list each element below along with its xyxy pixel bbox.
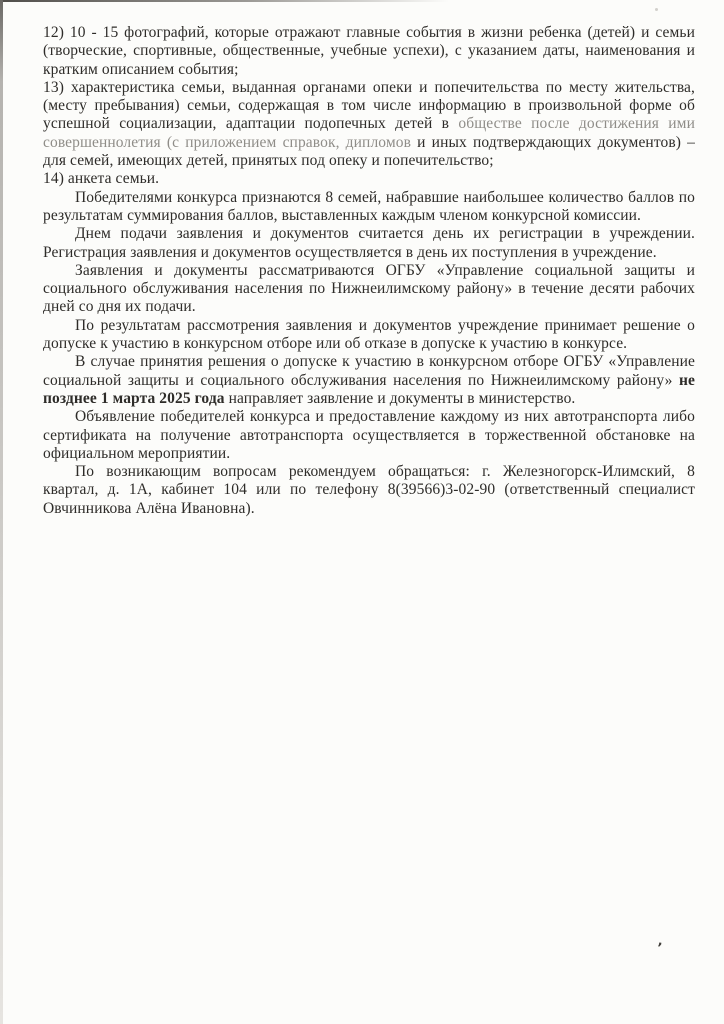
text-segment: По возникающим вопросам рекомендуем обращаться: г. Железногорск-Илимский, 8 квартал, д. 1А, кабинет 104 или по телефону 8(39566)3-02-90 (ответственный специалист Овчинникова Алёна Ивановна). bbox=[43, 463, 695, 517]
scan-artifact-speck: ʼ bbox=[655, 940, 663, 957]
text-segment: 14) анкета семьи. bbox=[43, 170, 160, 188]
scan-edge-top bbox=[0, 0, 449, 2]
text-segment: 12) 10 - 15 фотографий, которые отражают главные события в жизни ребенка (детей) и семьи (творческие, спортивные, общественные, учебные успехи), с указанием даты, наименования и кратким описанием события; bbox=[43, 24, 695, 78]
text-segment: Победителями конкурса признаются 8 семей, набравшие наибольшее количество баллов по результатам суммирования баллов, выставленных каждым членом конкурсной комиссии. bbox=[43, 188, 695, 224]
body-paragraph bbox=[43, 408, 695, 463]
scan-artifact-dot bbox=[655, 8, 658, 11]
text-segment: По результатам рассмотрения заявления и документов учреждение принимает решение о допуске к участию в конкурсном отборе или об отказе в допуске к участию в конкурсе. bbox=[43, 316, 695, 353]
deadline-emphasis: не позднее 1 марта 2025 года bbox=[43, 371, 695, 407]
body-paragraph bbox=[43, 353, 695, 408]
body-paragraph bbox=[43, 225, 695, 262]
text-segment: направляет заявление и документы в министерство. bbox=[224, 389, 576, 407]
text-segment: Заявления и документы рассматриваются ОГБУ «Управление социальной защиты и социального обслуживания населения по Нижнеилимскому району» в течение десяти рабочих дней со дня их подачи. bbox=[43, 261, 695, 316]
numbered-list-item bbox=[43, 24, 695, 79]
text-segment: Объявление победителей конкурса и предоставление каждому из них автотранспорта либо сертификата на получение автотранспорта осуществляется в торжественной обстановке на официальном мероприятии. bbox=[43, 408, 695, 462]
numbered-list-item bbox=[43, 170, 695, 188]
body-paragraph bbox=[43, 262, 695, 317]
body-paragraph bbox=[43, 189, 695, 226]
text-segment: В случае принятия решения о допуске к участию в конкурсном отборе ОГБУ «Управление социальной защиты и социального обслуживания населения по Нижнеилимскому району» bbox=[43, 353, 695, 389]
text-segment: и иных подтверждающих документов) – для семей, имеющих детей, принятых под опеку и попечительство; bbox=[43, 133, 695, 170]
body-paragraph bbox=[43, 463, 695, 518]
faded-scan-text: обществе после достижения ими совершеннолетия (с приложением справок, дипломов bbox=[43, 115, 695, 151]
numbered-list-item bbox=[43, 79, 695, 170]
text-segment: Днем подачи заявления и документов считается день их регистрации в учреждении. Регистрация заявления и документов осуществляется в день их поступления в учреждение. bbox=[43, 225, 695, 261]
body-paragraph bbox=[43, 317, 695, 354]
text-segment: 13) характеристика семьи, выданная органами опеки и попечительства по месту жительства, (месту пребывания) семьи, содержащая в том числе информацию в произвольной форме об успешной социализации, адаптации подопечных детей в bbox=[43, 78, 695, 133]
document-text bbox=[43, 24, 695, 518]
scan-edge-left bbox=[0, 0, 3, 1024]
